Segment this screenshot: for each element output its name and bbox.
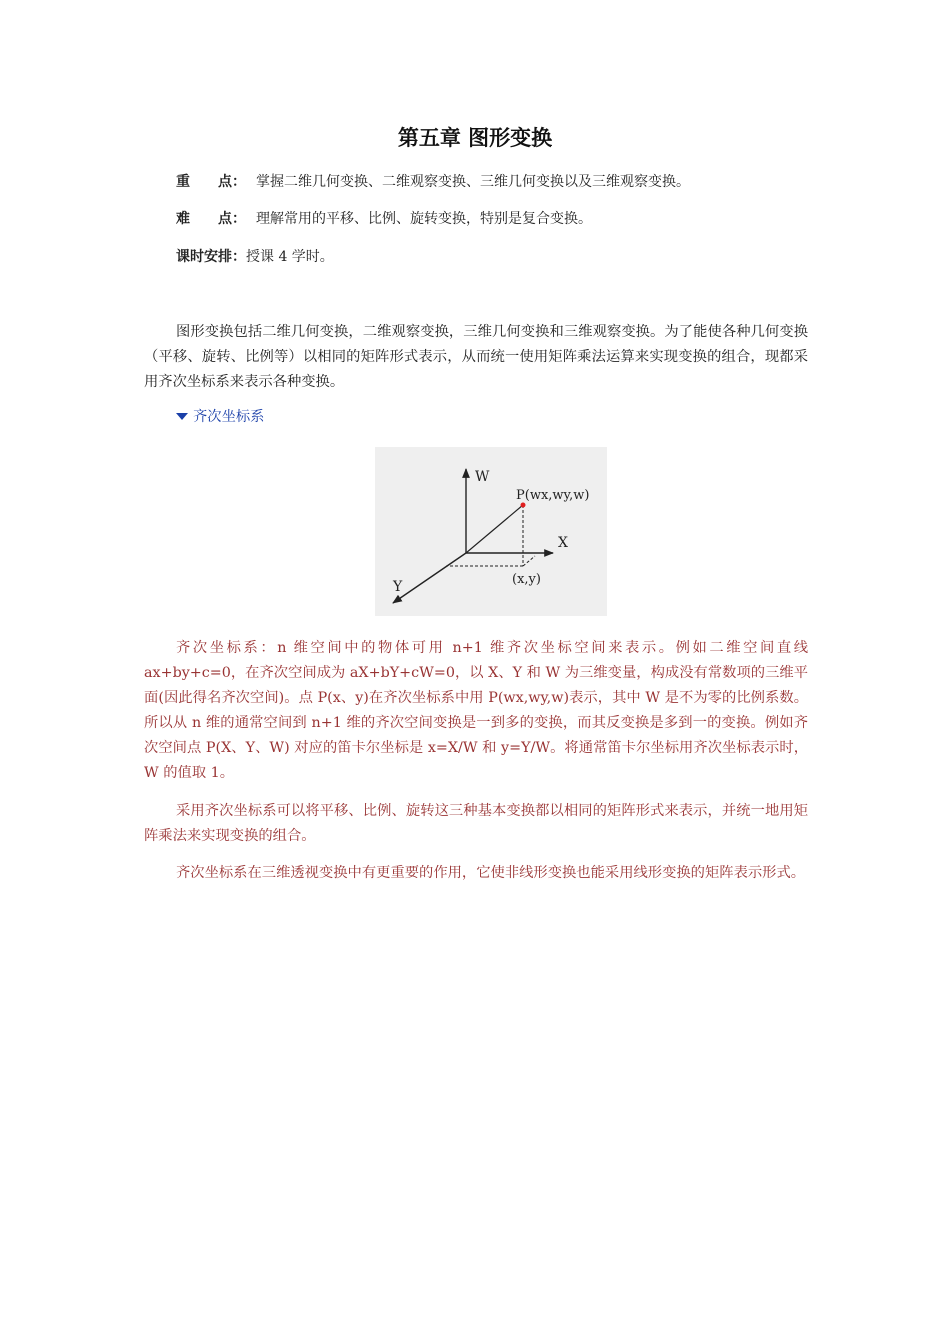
focus-label: 重 点： — [176, 174, 246, 190]
y-axis — [393, 553, 466, 603]
difficulty-text: 理解常用的平移、比例、旋转变换，特别是复合变换。 — [256, 211, 592, 227]
chapter-title: 第五章 图形变换 — [397, 126, 553, 150]
intro-paragraph: 图形变换包括二维几何变换，二维观察变换，三维几何变换和三维观察变换。为了能使各种几何变换（平移、旋转、比例等）以相同的矩阵形式表示，从而统一使用矩阵乘法运算来实现变换的组合，现都采用齐次坐标系来表示各种变换。 — [144, 324, 808, 390]
schedule-label: 课时安排： — [176, 249, 246, 265]
homogeneous-perspective-paragraph: 齐次坐标系在三维透视变换中有更重要的作用，它使非线形变换也能采用线形变换的矩阵表示形式。 — [176, 865, 806, 881]
label-y: Y — [393, 579, 403, 595]
schedule-row — [176, 247, 334, 267]
label-p: P(wx,wy,w) — [516, 488, 590, 503]
label-x: X — [558, 535, 568, 551]
triangle-down-icon — [176, 413, 188, 420]
homogeneous-benefit-paragraph: 采用齐次坐标系可以将平移、比例、旋转这三种基本变换都以相同的矩阵形式来表示，并统一地用矩阵乘法来实现变换的组合。 — [144, 803, 808, 844]
axes-diagram — [375, 447, 607, 616]
section-toggle-homogeneous[interactable] — [176, 406, 264, 428]
difficulty-label: 难 点： — [176, 211, 246, 227]
label-w: W — [475, 469, 490, 485]
difficulty-row — [176, 209, 592, 229]
label-xy: (x,y) — [512, 572, 541, 587]
projection-diagonal — [523, 556, 535, 566]
homogeneous-coordinate-figure — [375, 447, 607, 616]
section-toggle-label: 齐次坐标系 — [193, 409, 265, 425]
ray-to-p — [466, 505, 523, 553]
focus-text: 掌握二维几何变换、二维观察变换、三维几何变换以及三维观察变换。 — [256, 174, 690, 190]
schedule-text: 授课 4 学时。 — [246, 249, 334, 265]
homogeneous-definition-paragraph: 齐次坐标系：n 维空间中的物体可用 n+1 维齐次坐标空间来表示。例如二维空间直线 ax+by+c=0，在齐次空间成为 aX+bY+cW=0，以 X、Y 和 W 为三维变量，构成没有常数项的三维平面(因此得名齐次空间)。点 P(x、y)在齐次坐标系中用 P(wx,wy,w)表示，其中 W 是不为零的比例系数。所以从 n 维的通常空间到 n+1 维的齐次空间变换是一到多的变换，而其反变换是多到一的变换。例如齐次空间点 P(X、Y、W) 对应的笛卡尔坐标是 x=X/W 和 y=Y/W。将通常笛卡尔坐标用齐次坐标表示时，W 的值取 1。 — [144, 640, 808, 781]
focus-row — [176, 172, 690, 192]
point-p — [521, 503, 526, 508]
